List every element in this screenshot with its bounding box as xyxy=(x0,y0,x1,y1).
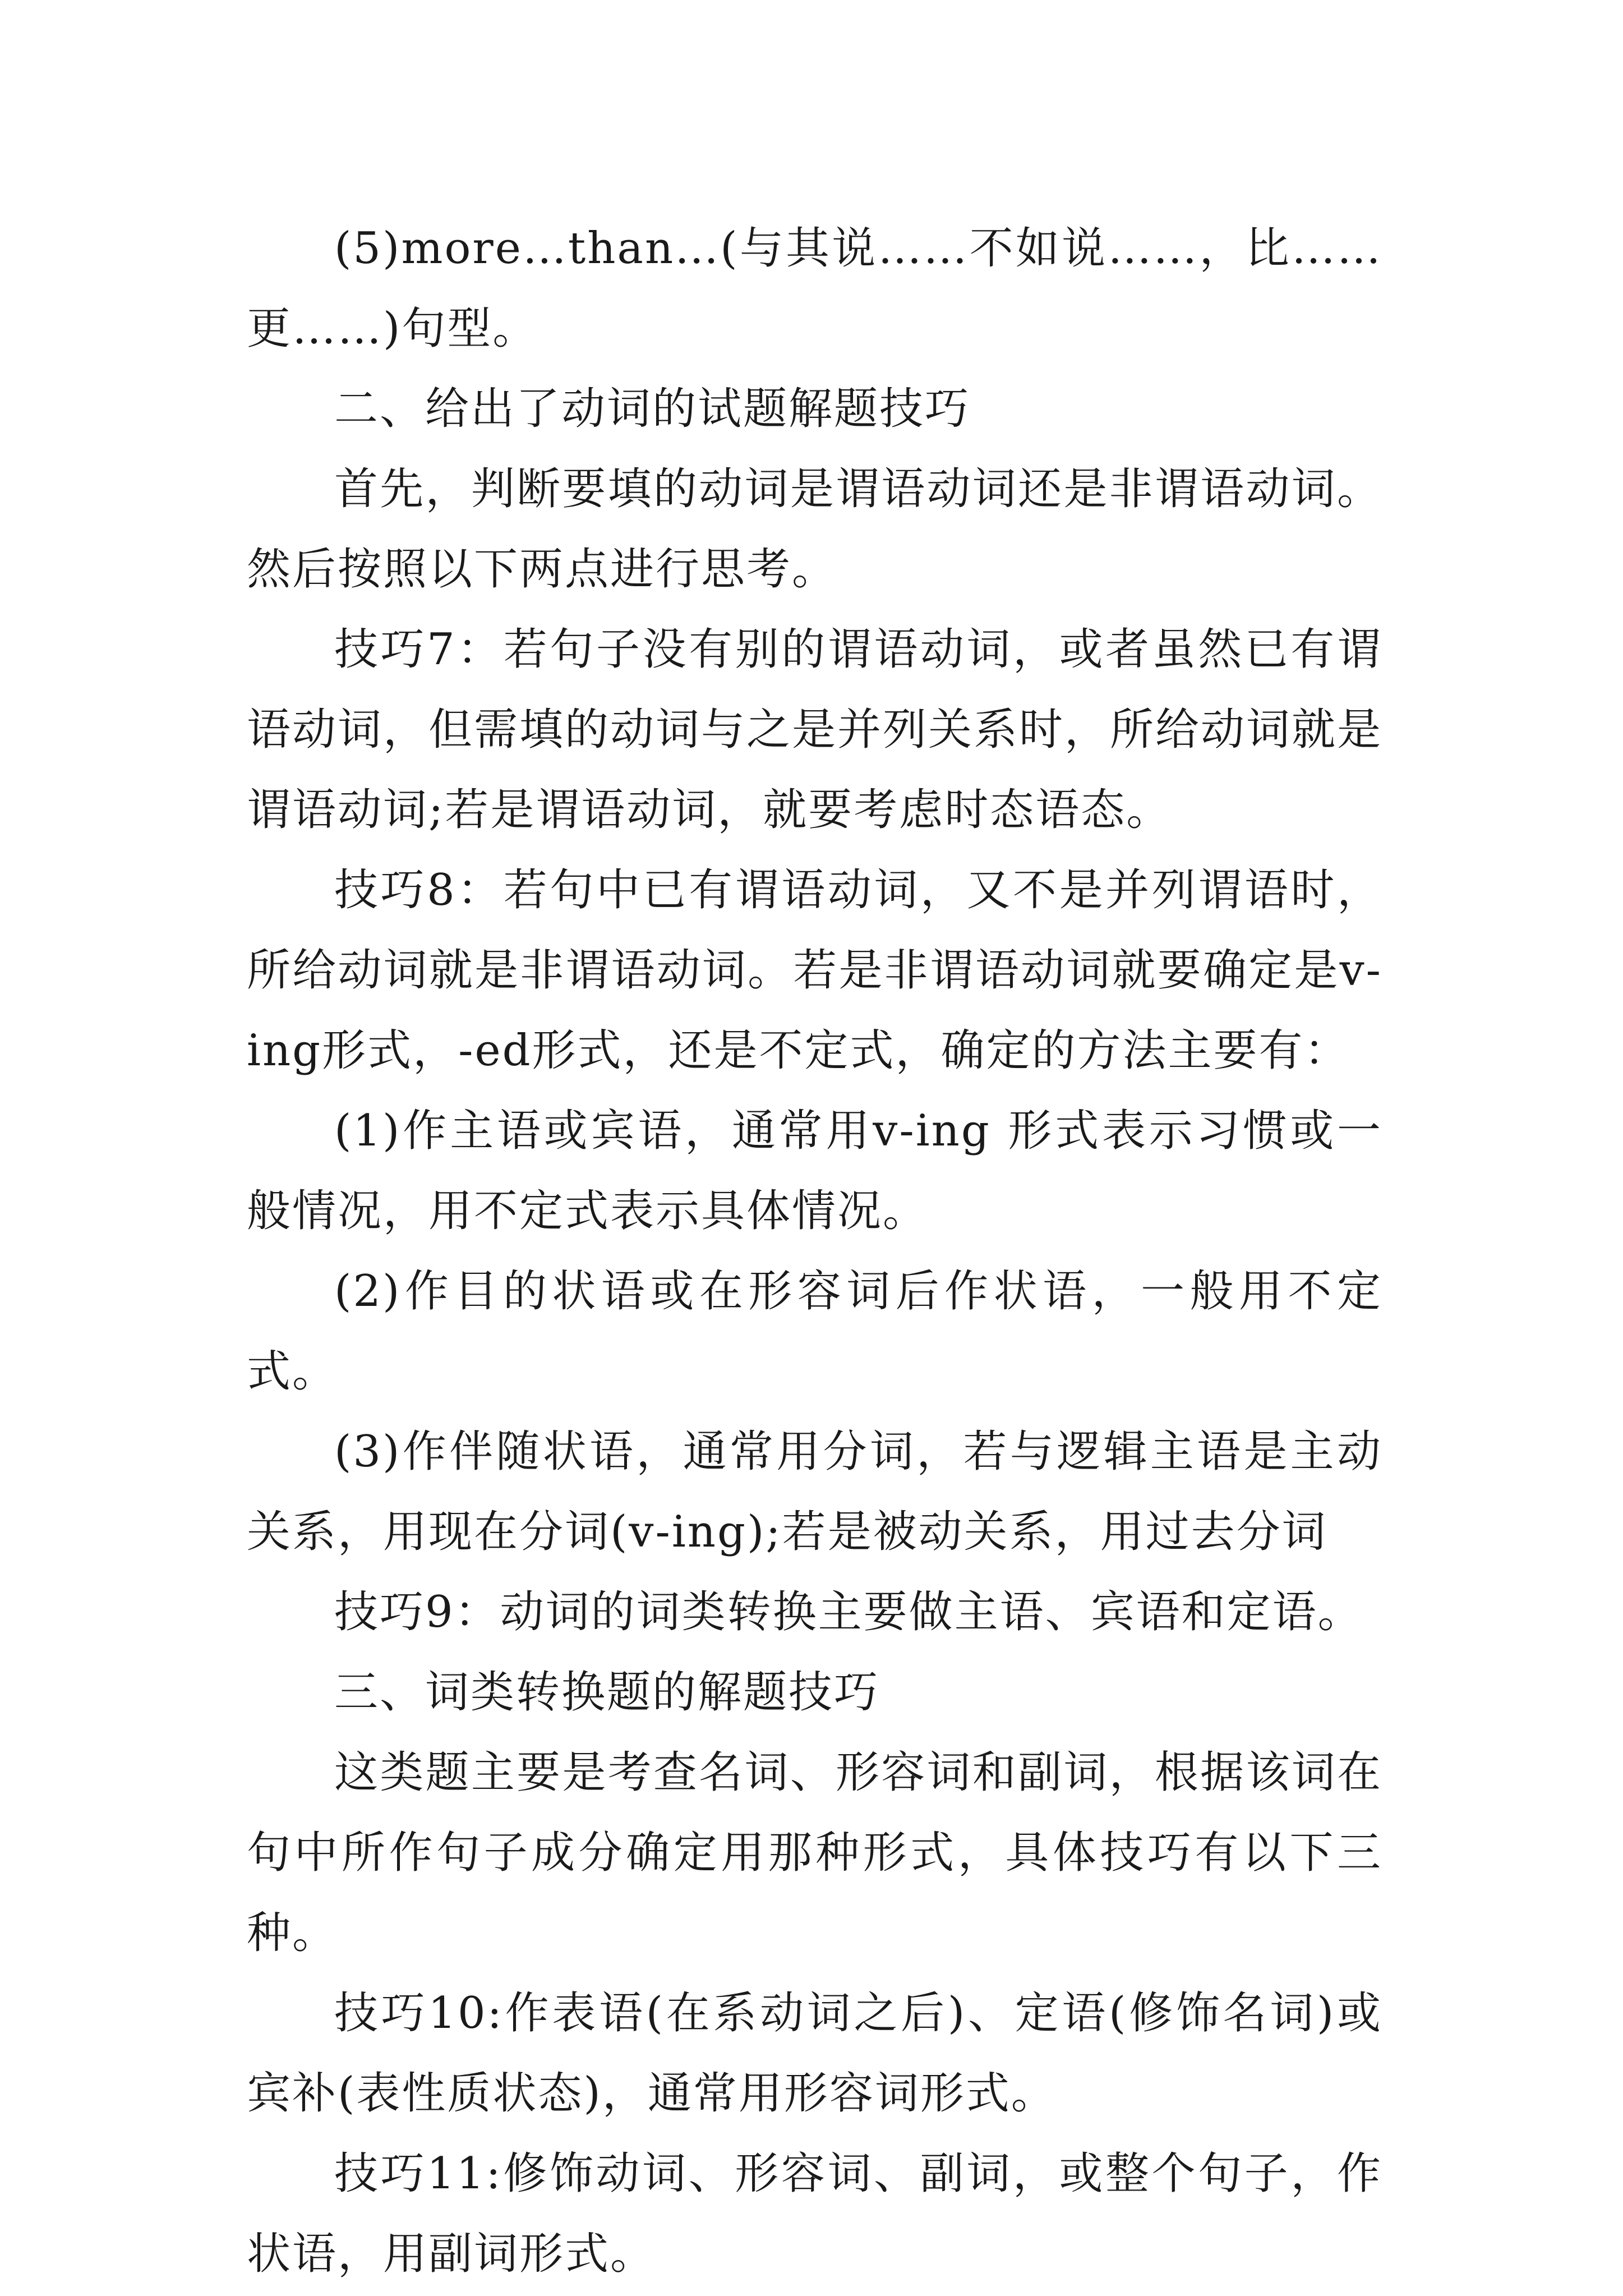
paragraph-tip-10: 技巧10:作表语(在系动词之后)、定语(修饰名词)或宾补(表性质状态)，通常用形容词形式。 xyxy=(247,1988,1382,2119)
paragraph-purpose-adverbial: (2)作目的状语或在形容词后作状语，一般用不定式。 xyxy=(247,1266,1382,1397)
document-body xyxy=(247,209,1382,2294)
paragraph-accompanying-adverbial: (3)作伴随状语，通常用分词，若与逻辑主语是主动关系，用现在分词(v-ing);若是被动关系，用过去分词 xyxy=(247,1427,1382,1557)
paragraph-verb-intro: 首先，判断要填的动词是谓语动词还是非谓语动词。然后按照以下两点进行思考。 xyxy=(247,464,1382,595)
paragraph-tip-9: 技巧9：动词的词类转换主要做主语、宾语和定语。 xyxy=(334,1587,1363,1637)
section-heading-verb-tips: 二、给出了动词的试题解题技巧 xyxy=(334,384,971,434)
paragraph-subject-object: (1)作主语或宾语，通常用v-ing 形式表示习惯或一般情况，用不定式表示具体情况。 xyxy=(247,1106,1382,1236)
paragraph-conversion-intro: 这类题主要是考查名词、形容词和副词，根据该词在句中所作句子成分确定用那种形式，具体技巧有以下三种。 xyxy=(247,1747,1382,1958)
paragraph-tip-11: 技巧11:修饰动词、形容词、副词，或整个句子，作状语，用副词形式。 xyxy=(247,2148,1382,2279)
section-heading-word-conversion: 三、词类转换题的解题技巧 xyxy=(334,1667,880,1718)
paragraph-tip-7: 技巧7：若句子没有别的谓语动词，或者虽然已有谓语动词，但需填的动词与之是并列关系时，所给动词就是谓语动词;若是谓语动词，就要考虑时态语态。 xyxy=(247,624,1383,835)
paragraph-tip-8: 技巧8：若句中已有谓语动词，又不是并列谓语时，所给动词就是非谓语动词。若是非谓语动词就要确定是v-ing形式，-ed形式，还是不定式，确定的方法主要有： xyxy=(247,865,1382,1076)
paragraph-more-than-pattern: (5)more…than…(与其说……不如说……，比……更……)句型。 xyxy=(247,223,1382,354)
